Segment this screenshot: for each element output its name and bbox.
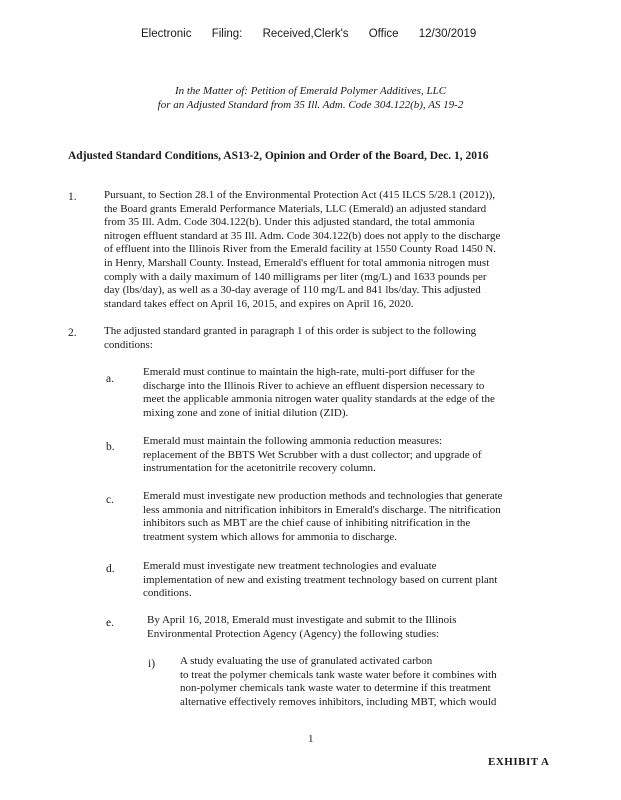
item-a-text (143, 366, 495, 420)
filing-stamp (141, 28, 492, 40)
para1-line: day (lbs/day), as well as a 30-day average of 110 mg/L and 841 lbs/day. This adjusted (104, 284, 481, 297)
item-b-line: instrumentation for the acetonitrile recovery column. (143, 462, 376, 475)
item-c-line: inhibitors such as MBT are the chief cause of inhibiting nitrification in the (143, 517, 471, 530)
item-a-line: meet the applicable ammonia nitrogen water quality standards at the edge of the (143, 393, 495, 406)
item-b-line: replacement of the BBTS Wet Scrubber with a dust collector; and upgrade of (143, 448, 482, 461)
para1-text (104, 189, 500, 311)
para1-line: from 35 Ill. Adm. Code 304.122(b). Under this adjusted standard, the total ammonia (104, 216, 475, 229)
caption-line-2: for an Adjusted Standard from 35 Ill. Adm. Code 304.122(b), AS 19-2 (157, 99, 464, 111)
item-b-line: Emerald must maintain the following ammonia reduction measures: (143, 435, 443, 447)
para2-line: conditions: (104, 338, 153, 351)
subitem-line: to treat the polymer chemicals tank waste water before it combines with (180, 668, 497, 681)
item-d-text (143, 560, 497, 601)
item-c-letter: c. (106, 494, 114, 506)
para2-line: The adjusted standard granted in paragraph 1 of this order is subject to the following (104, 325, 477, 337)
para1-line: standard takes effect on April 16, 2015, and expires on April 16, 2020. (104, 297, 414, 310)
item-a-line: Emerald must continue to maintain the high-rate, multi-port diffuser for the (143, 366, 475, 378)
exhibit-label: EXHIBIT A (488, 756, 550, 768)
subitem-text (180, 655, 497, 709)
caption-line-1: In the Matter of: Petition of Emerald Polymer Additives, LLC (174, 85, 447, 97)
para1-line: nitrogen effluent standard at 35 Ill. Adm. Code 304.122(b) does not apply to the discharge (104, 229, 501, 242)
filing-word-1: Electronic (141, 28, 192, 40)
item-c-text (143, 490, 503, 544)
subitem-line: A study evaluating the use of granulated activated carbon (180, 655, 433, 667)
subitem-line: non-polymer chemicals tank waste water to determine if this treatment (180, 682, 491, 695)
item-d-line: conditions. (143, 587, 192, 600)
item-c-line: Emerald must investigate new production methods and technologies that generate (143, 490, 503, 502)
item-d-line: Emerald must investigate new treatment technologies and evaluate (143, 560, 437, 572)
item-d-letter: d. (106, 563, 115, 575)
subitem-line: alternative effectively removes inhibitors, including MBT, which would (180, 695, 497, 708)
item-e-line: Environmental Protection Agency (Agency) the following studies: (147, 627, 440, 640)
para1-line: of effluent into the Illinois River from the Emerald facility at 1550 County Road 1450 N. (104, 243, 497, 256)
filing-word-3: Received,Clerk's (262, 28, 349, 40)
item-e-text (147, 614, 457, 641)
item-c-line: treatment system which allows for ammonia to discharge. (143, 530, 397, 543)
item-c-line: less ammonia and nitrification inhibitors in Emerald's discharge. The nitrification (143, 503, 501, 516)
filing-word-2: Filing: (211, 28, 243, 40)
item-b-letter: b. (106, 441, 115, 453)
item-a-letter: a. (106, 373, 114, 385)
para2-text (104, 325, 476, 352)
document-heading: Adjusted Standard Conditions, AS13-2, Opinion and Order of the Board, Dec. 1, 2016 (68, 150, 489, 162)
para1-number: 1. (68, 191, 77, 203)
page-number: 1 (308, 733, 314, 745)
item-a-line: mixing zone and zone of initial dilution (ZID). (143, 406, 349, 419)
para1-line: comply with a daily maximum of 140 milligrams per liter (mg/L) and 1633 pounds per (104, 270, 487, 283)
para1-line: Pursuant, to Section 28.1 of the Environmental Protection Act (415 ILCS 5/28.1 (2012)), (104, 189, 496, 201)
item-e-letter: e. (106, 617, 114, 629)
item-b-text (143, 435, 482, 476)
item-a-line: discharge into the Illinois River to achieve an effluent dispersion necessary to (143, 379, 485, 392)
filing-word-5: 12/30/2019 (418, 28, 477, 40)
filing-word-4: Office (368, 28, 399, 40)
item-e-line: By April 16, 2018, Emerald must investigate and submit to the Illinois (147, 614, 457, 626)
para2-number: 2. (68, 327, 77, 339)
item-d-line: implementation of new and existing treatment technology based on current plant (143, 573, 498, 586)
subitem-label: i) (148, 658, 156, 670)
para1-line: in Henry, Marshall County. Instead, Emerald's effluent for total ammonia nitrogen must (104, 256, 490, 269)
para1-line: the Board grants Emerald Performance Materials, LLC (Emerald) an adjusted standard (104, 202, 487, 215)
